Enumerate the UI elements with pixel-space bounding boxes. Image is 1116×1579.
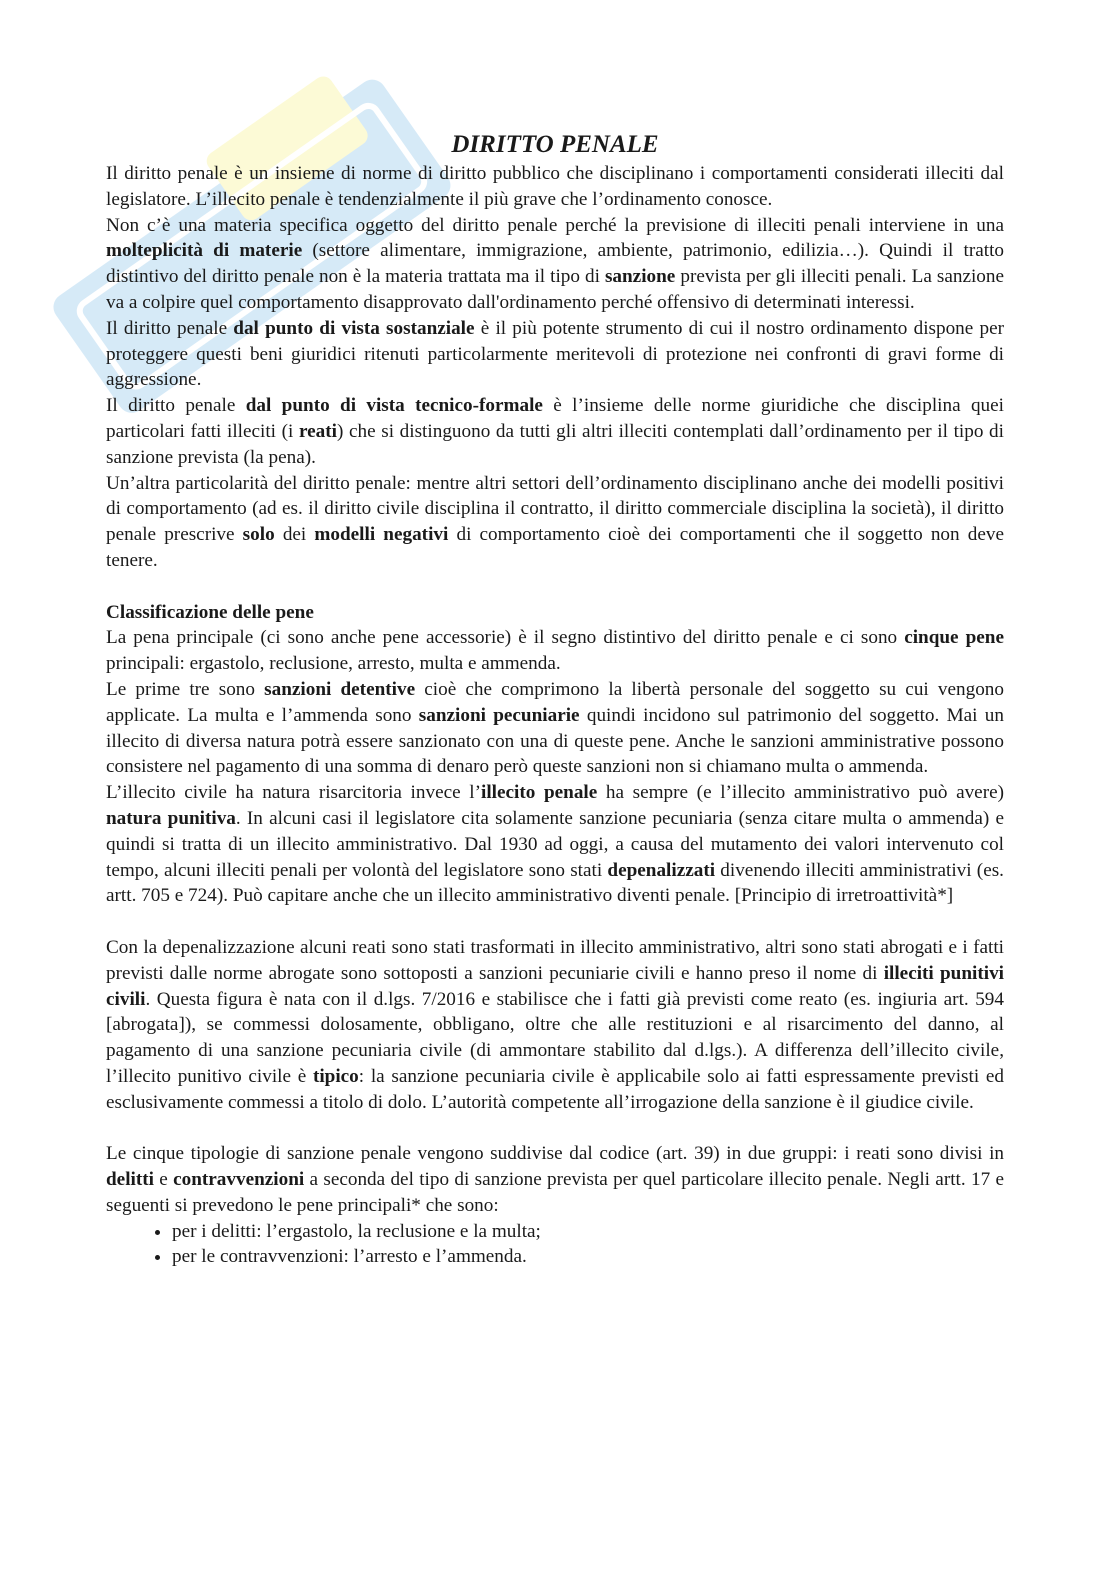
pene-list: [106, 1219, 1004, 1271]
materie-paragraph: [106, 213, 1004, 316]
sanzioni-paragraph: [106, 677, 1004, 780]
bold-term: sanzioni detentive: [264, 678, 416, 700]
bold-term: contravvenzioni: [173, 1169, 305, 1191]
bold-term: tipico: [312, 1065, 359, 1087]
formale-paragraph: [106, 393, 1004, 470]
spacer: [106, 909, 1004, 935]
text-run: L’illecito civile ha natura risarcitoria invece l’: [106, 782, 481, 804]
pena-principale-paragraph: [106, 625, 1004, 677]
illecito-paragraph: [106, 780, 1004, 909]
tipologie-paragraph: [106, 1141, 1004, 1218]
spacer: [106, 1115, 1004, 1141]
text-run: . In alcuni casi il legislatore cita solamente sanzione pecuniaria (senza citare multa o ammenda) e quindi si tratta di un illecito amministrativo. Dal 1930 ad oggi, a causa del mutamento dei valori intervenuto col tempo, alcuni illeciti penali per volontà del legislatore sono stati: [106, 807, 1004, 881]
text-run: Le prime tre sono: [106, 678, 265, 700]
bold-term: cinque pene: [904, 627, 1004, 649]
bold-term: solo: [242, 524, 275, 546]
sostanziale-paragraph: [106, 316, 1004, 393]
text-run: è l’insieme delle norme giuridiche che disciplina quei particolari fatti illeciti (i: [106, 395, 1004, 442]
text-run: ha sempre (e l’illecito amministrativo può avere): [597, 782, 1004, 804]
text-run: prevista per gli illeciti penali. La sanzione va a colpire quel comportamento disapprovato dall'ordinamento perché offensivo di determinati interessi.: [106, 266, 1005, 313]
text-run: e: [153, 1169, 174, 1191]
bold-term: reati: [298, 420, 337, 442]
text-run: ) che si distinguono da tutti gli altri illeciti contemplati dall’ordinamento per il tipo di sanzione prevista (la pena).: [106, 420, 1004, 468]
bold-term: illecito penale: [480, 782, 598, 804]
bold-term: depenalizzati: [607, 859, 716, 881]
text-run: Il diritto penale è un insieme di norme di diritto pubblico che disciplinano i comportamenti considerati illeciti dal legislatore. L’illecito penale è tendenzialmente il più grave che l’ordinamento conosce.: [106, 163, 1004, 210]
text-run: cioè che comprimono la libertà personale del soggetto su cui vengono applicate. La multa e l’ammenda sono: [106, 678, 1004, 726]
list-item: • per le contravvenzioni: l’arresto e l’ammenda.: [172, 1244, 1004, 1270]
text-run: Il diritto penale: [106, 395, 246, 417]
text-run: : la sanzione pecuniaria civile è applicabile solo ai fatti espressamente previsti ed esclusivamente commessi a titolo di dolo. L’autorità competente all’irrogazione della sanzione è il giudice civile.: [106, 1065, 1004, 1113]
document-page: [106, 130, 1004, 1270]
text-run: Con la depenalizzazione alcuni reati sono stati trasformati in illecito amministrativo, altri sono stati abrogati e i fatti previsti dalle norme abrogate sono sottoposti a sanzioni pecuniarie civili e hanno preso il nome di: [106, 936, 1004, 984]
text-run: di comportamento cioè dei comportamenti che il soggetto non deve tenere.: [106, 524, 1004, 571]
bold-term: delitti: [106, 1169, 154, 1191]
text-run: Il diritto penale: [106, 317, 234, 339]
bold-term: modelli negativi: [314, 524, 449, 546]
document-title: DIRITTO PENALE: [451, 131, 659, 158]
list-item: • per i delitti: l’ergastolo, la reclusione e la multa;: [172, 1219, 1004, 1245]
text-run: quindi incidono sul patrimonio del soggetto. Mai un illecito di diversa natura potrà essere sanzionato con una di queste pene. Anche le sanzioni amministrative possono consistere nel pagamento di una somma di denaro però queste sanzioni non si chiamano multa o ammenda.: [106, 704, 1004, 778]
intro-paragraph: [106, 161, 1004, 213]
text-run: La pena principale (ci sono anche pene accessorie) è il segno distintivo del diritto penale e ci sono: [106, 627, 905, 649]
text-run: Non c’è una materia specifica oggetto del diritto penale perché la previsione di illeciti penali interviene in una: [106, 214, 1004, 236]
text-run: divenendo illeciti amministrativi (es. artt. 705 e 724). Può capitare anche che un illecito amministrativo diventi penale. [Principio di irretroattività*]: [106, 859, 1004, 907]
text-run: Le cinque tipologie di sanzione penale vengono suddivise dal codice (art. 39) in due gruppi: i reati sono divisi in: [106, 1143, 1004, 1165]
depenalizzazione-paragraph: [106, 935, 1004, 1116]
bold-term: dal punto di vista sostanziale: [233, 317, 475, 339]
text-run: . Questa figura è nata con il d.lgs. 7/2016 e stabilisce che i fatti già previsti come reato (es. ingiuria art. 594 [abrogata]), se commessi dolosamente, obbligano, oltre che alle restituzioni e al risarcimento del danno, al pagamento di una sanzione pecuniaria civile (di ammontare stabilito dal d.lgs.). A differenza dell’illecito civile, l’illecito punitivo civile è: [106, 988, 1004, 1087]
bold-term: illeciti punitivi civili: [106, 962, 1004, 1010]
text-run: dei: [274, 524, 315, 546]
section-heading: Classificazione delle pene: [106, 601, 314, 623]
bold-term: sanzioni pecuniarie: [418, 704, 580, 726]
bold-term: sanzione: [604, 266, 676, 288]
spacer: [106, 574, 1004, 600]
text-run: a seconda del tipo di sanzione prevista per quel particolare illecito penale. Negli artt. 17 e seguenti si prevedono le pene principali* che sono:: [106, 1169, 1004, 1216]
text-run: (settore alimentare, immigrazione, ambiente, patrimonio, edilizia…). Quindi il tratto distintivo del diritto penale non è la materia trattata ma il tipo di: [106, 240, 1004, 288]
text-run: principali: ergastolo, reclusione, arresto, multa e ammenda.: [106, 653, 561, 675]
bold-term: natura punitiva: [106, 807, 236, 829]
bold-term: dal punto di vista tecnico-formale: [245, 395, 543, 417]
particolarita-paragraph: [106, 471, 1004, 574]
bold-term: molteplicità di materie: [106, 240, 303, 262]
text-run: Un’altra particolarità del diritto penale: mentre altri settori dell’ordinamento disciplinano anche dei modelli positivi di comportamento (ad es. il diritto civile disciplina il contratto, il diritto commerciale disciplina la società), il diritto penale prescrive: [106, 472, 1004, 546]
text-run: è il più potente strumento di cui il nostro ordinamento dispone per proteggere questi beni giuridici ritenuti particolarmente meritevoli di protezione nei confronti di gravi forme di aggressione.: [106, 317, 1004, 391]
